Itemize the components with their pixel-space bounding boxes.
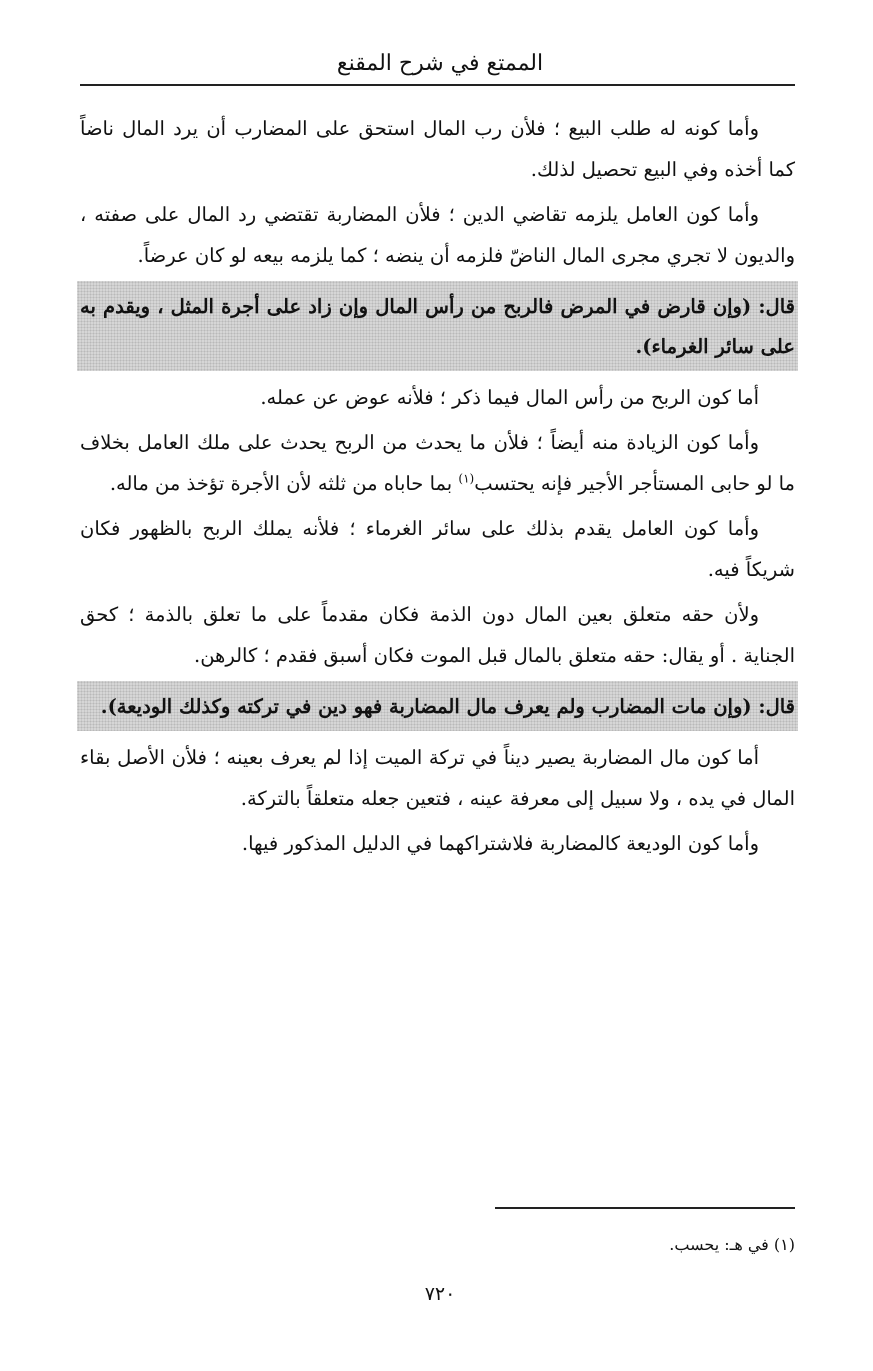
paragraph-with-footnote <box>80 422 795 504</box>
quoted-matn-block: قال: (وإن قارض في المرض فالربح من رأس المال وإن زاد على أجرة المثل ، ويقدم به على سائر الغرماء). <box>77 281 798 371</box>
paragraph: أما كون مال المضاربة يصير ديناً في تركة الميت إذا لم يعرف بعينه ؛ فلأن الأصل بقاء المال في يده ، ولا سبيل إلى معرفة عينه ، فتعين جعله متعلقاً بالتركة. <box>80 746 795 810</box>
footnote: (١) في هـ: يحسب. <box>669 1235 795 1254</box>
page-number: ٧٢٠ <box>424 1283 456 1305</box>
paragraph: أما كون الربح من رأس المال فيما ذكر ؛ فلأنه عوض عن عمله. <box>260 386 759 409</box>
paragraph: ولأن حقه متعلق بعين المال دون الذمة فكان مقدماً على ما تعلق بالذمة ؛ كحق الجناية . أو يقال: حقه متعلق بالمال قبل الموت فكان أسبق فقدم ؛ كالرهن. <box>80 603 795 667</box>
footnote-rule <box>495 1207 795 1209</box>
paragraph: وأما كون العامل يلزمه تقاضي الدين ؛ فلأن المضاربة تقتضي رد المال على صفته ، والديون لا تجري مجرى المال الناضّ فلزمه أن ينضه ؛ كما يلزمه بيعه لو كان عرضاً. <box>80 203 795 267</box>
running-title: الممتع في شرح المقنع <box>336 51 544 76</box>
paragraph: وأما كونه له طلب البيع ؛ فلأن رب المال استحق على المضارب أن يرد المال ناضاً كما أخذه وفي البيع تحصيل لذلك. <box>80 117 795 181</box>
quoted-matn-block: قال: (وإن مات المضارب ولم يعرف مال المضاربة فهو دين في تركته وكذلك الوديعة). <box>77 681 798 731</box>
footnote-reference: (١) <box>458 471 475 486</box>
paragraph: وأما كون العامل يقدم بذلك على سائر الغرماء ؛ فلأنه يملك الربح بالظهور فكان شريكاً فيه. <box>80 517 795 581</box>
paragraph: وأما كون الوديعة كالمضاربة فلاشتراكهما في الدليل المذكور فيها. <box>241 832 759 855</box>
paragraph-text: بما حاباه من ثلثه لأن الأجرة تؤخذ من ماله. <box>109 472 459 495</box>
main-text <box>80 108 795 868</box>
header-rule <box>80 84 795 86</box>
paragraph-text: وأما كون الزيادة منه أيضاً ؛ فلأن ما يحدث من الربح يحدث على ملك العامل بخلاف ما لو حابى المستأجر الأجير فإنه يحتسب <box>80 431 795 495</box>
